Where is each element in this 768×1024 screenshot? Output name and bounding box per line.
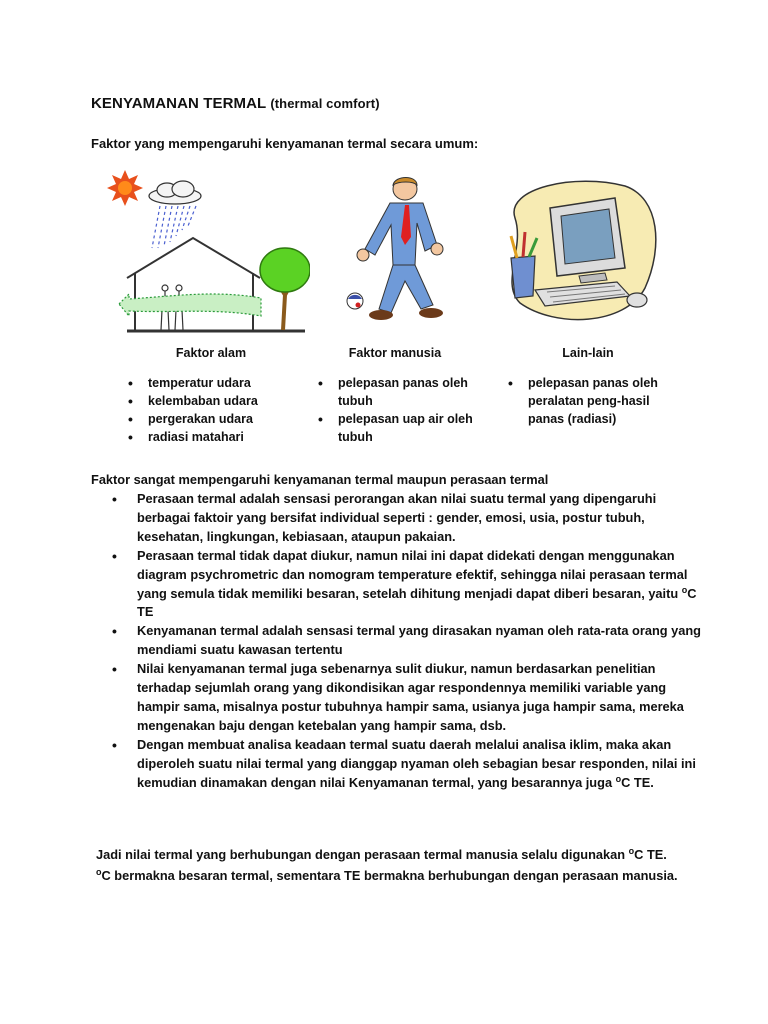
list-item: • Perasaan termal tidak dapat diukur, namun nilai ini dapat didekati dengan menggunakan diagram psychrometric dan nomogram temperature efektif, sehingga nilai perasaan termal yang semula tidak memiliki besaran, setelah dihitung menjadi dapat diberi besaran, yaitu $^o$C TE [112, 547, 712, 623]
list-item: • pelepasan panas oleh peralatan peng-hasil panas (radiasi) [508, 374, 668, 428]
list-item: • Perasaan termal adalah sensasi perorangan akan nilai suatu termal yang dipengaruhi berbagai faktoir yang bersifat individual seperti : gender, emosi, usia, postur tubuh, kesehatan, lingkungan, kebiasaan, ataupun pakaian. [112, 490, 712, 547]
cloud-icon [149, 181, 201, 204]
list-item: • Dengan membuat analisa keadaan termal suatu daerah melalui analisa iklim, maka akan diperoleh suatu nilai termal yang dianggap nyaman oleh sebagian besar responden, nilai ini kemudian dinamakan dengan nilai Kenyamanan termal, yang besarannya juga $^o$C TE. [112, 736, 712, 793]
man-icon [357, 178, 443, 321]
list-item: • Nilai kenyamanan termal juga sebenarnya sulit diukur, namun berdasarkan penelitian terhadap sejumlah orang yang dikondisikan agar respondennya memiliki variable yang hampir sama, misalnya postur tubuhnya hampir sama, usianya juga hampir sama, mereka mengenakan baju dengan ketebalan yang hampir sama, dsb. [112, 660, 712, 736]
nature-illustration [105, 170, 310, 335]
caption-lain-lain: Lain-lain [562, 346, 614, 360]
list-item: • pelepasan panas oleh tubuh [318, 374, 488, 410]
factor-alam-list [128, 374, 298, 446]
closing-paragraph: Jadi nilai termal yang berhubungan dengan perasaan termal manusia selalu digunakan $^o$C TE. $^o$C bermakna besaran termal, sementara TE bermakna berhubungan dengan perasaan manusia. [96, 846, 678, 883]
title-subtitle: (thermal comfort) [270, 96, 380, 111]
intro-text: Faktor yang mempengaruhi kenyamanan termal secara umum: [91, 136, 479, 151]
computer-illustration [495, 178, 660, 328]
caption-faktor-alam: Faktor alam [175, 346, 247, 360]
mouse-icon [627, 293, 647, 307]
list-item: • temperatur udara [128, 374, 298, 392]
degree-symbol: o [628, 846, 635, 856]
man-illustration [345, 175, 475, 335]
list-item: • radiasi matahari [128, 428, 298, 446]
ball-icon [347, 293, 363, 309]
section-heading: Faktor sangat mempengaruhi kenyamanan termal maupun perasaan termal [91, 472, 549, 487]
factor-manusia-list [318, 374, 488, 446]
factor-lain-list [508, 374, 668, 428]
list-item: • pelepasan uap air oleh tubuh [318, 410, 488, 446]
sun-icon [107, 170, 143, 206]
title-main: KENYAMANAN TERMAL [91, 95, 267, 112]
rain-icon [152, 206, 196, 248]
main-bullet-list [112, 490, 712, 793]
list-item: • pergerakan udara [128, 410, 298, 428]
wind-arrow-icon [119, 294, 261, 316]
list-item: • kelembaban udara [128, 392, 298, 410]
list-item: • Kenyamanan termal adalah sensasi termal yang dirasakan nyaman oleh rata-rata orang yang mendiami suatu kawasan tertentu [112, 622, 712, 660]
page-title [91, 95, 380, 112]
degree-symbol: o [615, 773, 622, 784]
degree-symbol: o [96, 867, 102, 877]
caption-faktor-manusia: Faktor manusia [348, 346, 442, 360]
tree-icon [260, 248, 310, 330]
degree-symbol: o [681, 584, 688, 595]
